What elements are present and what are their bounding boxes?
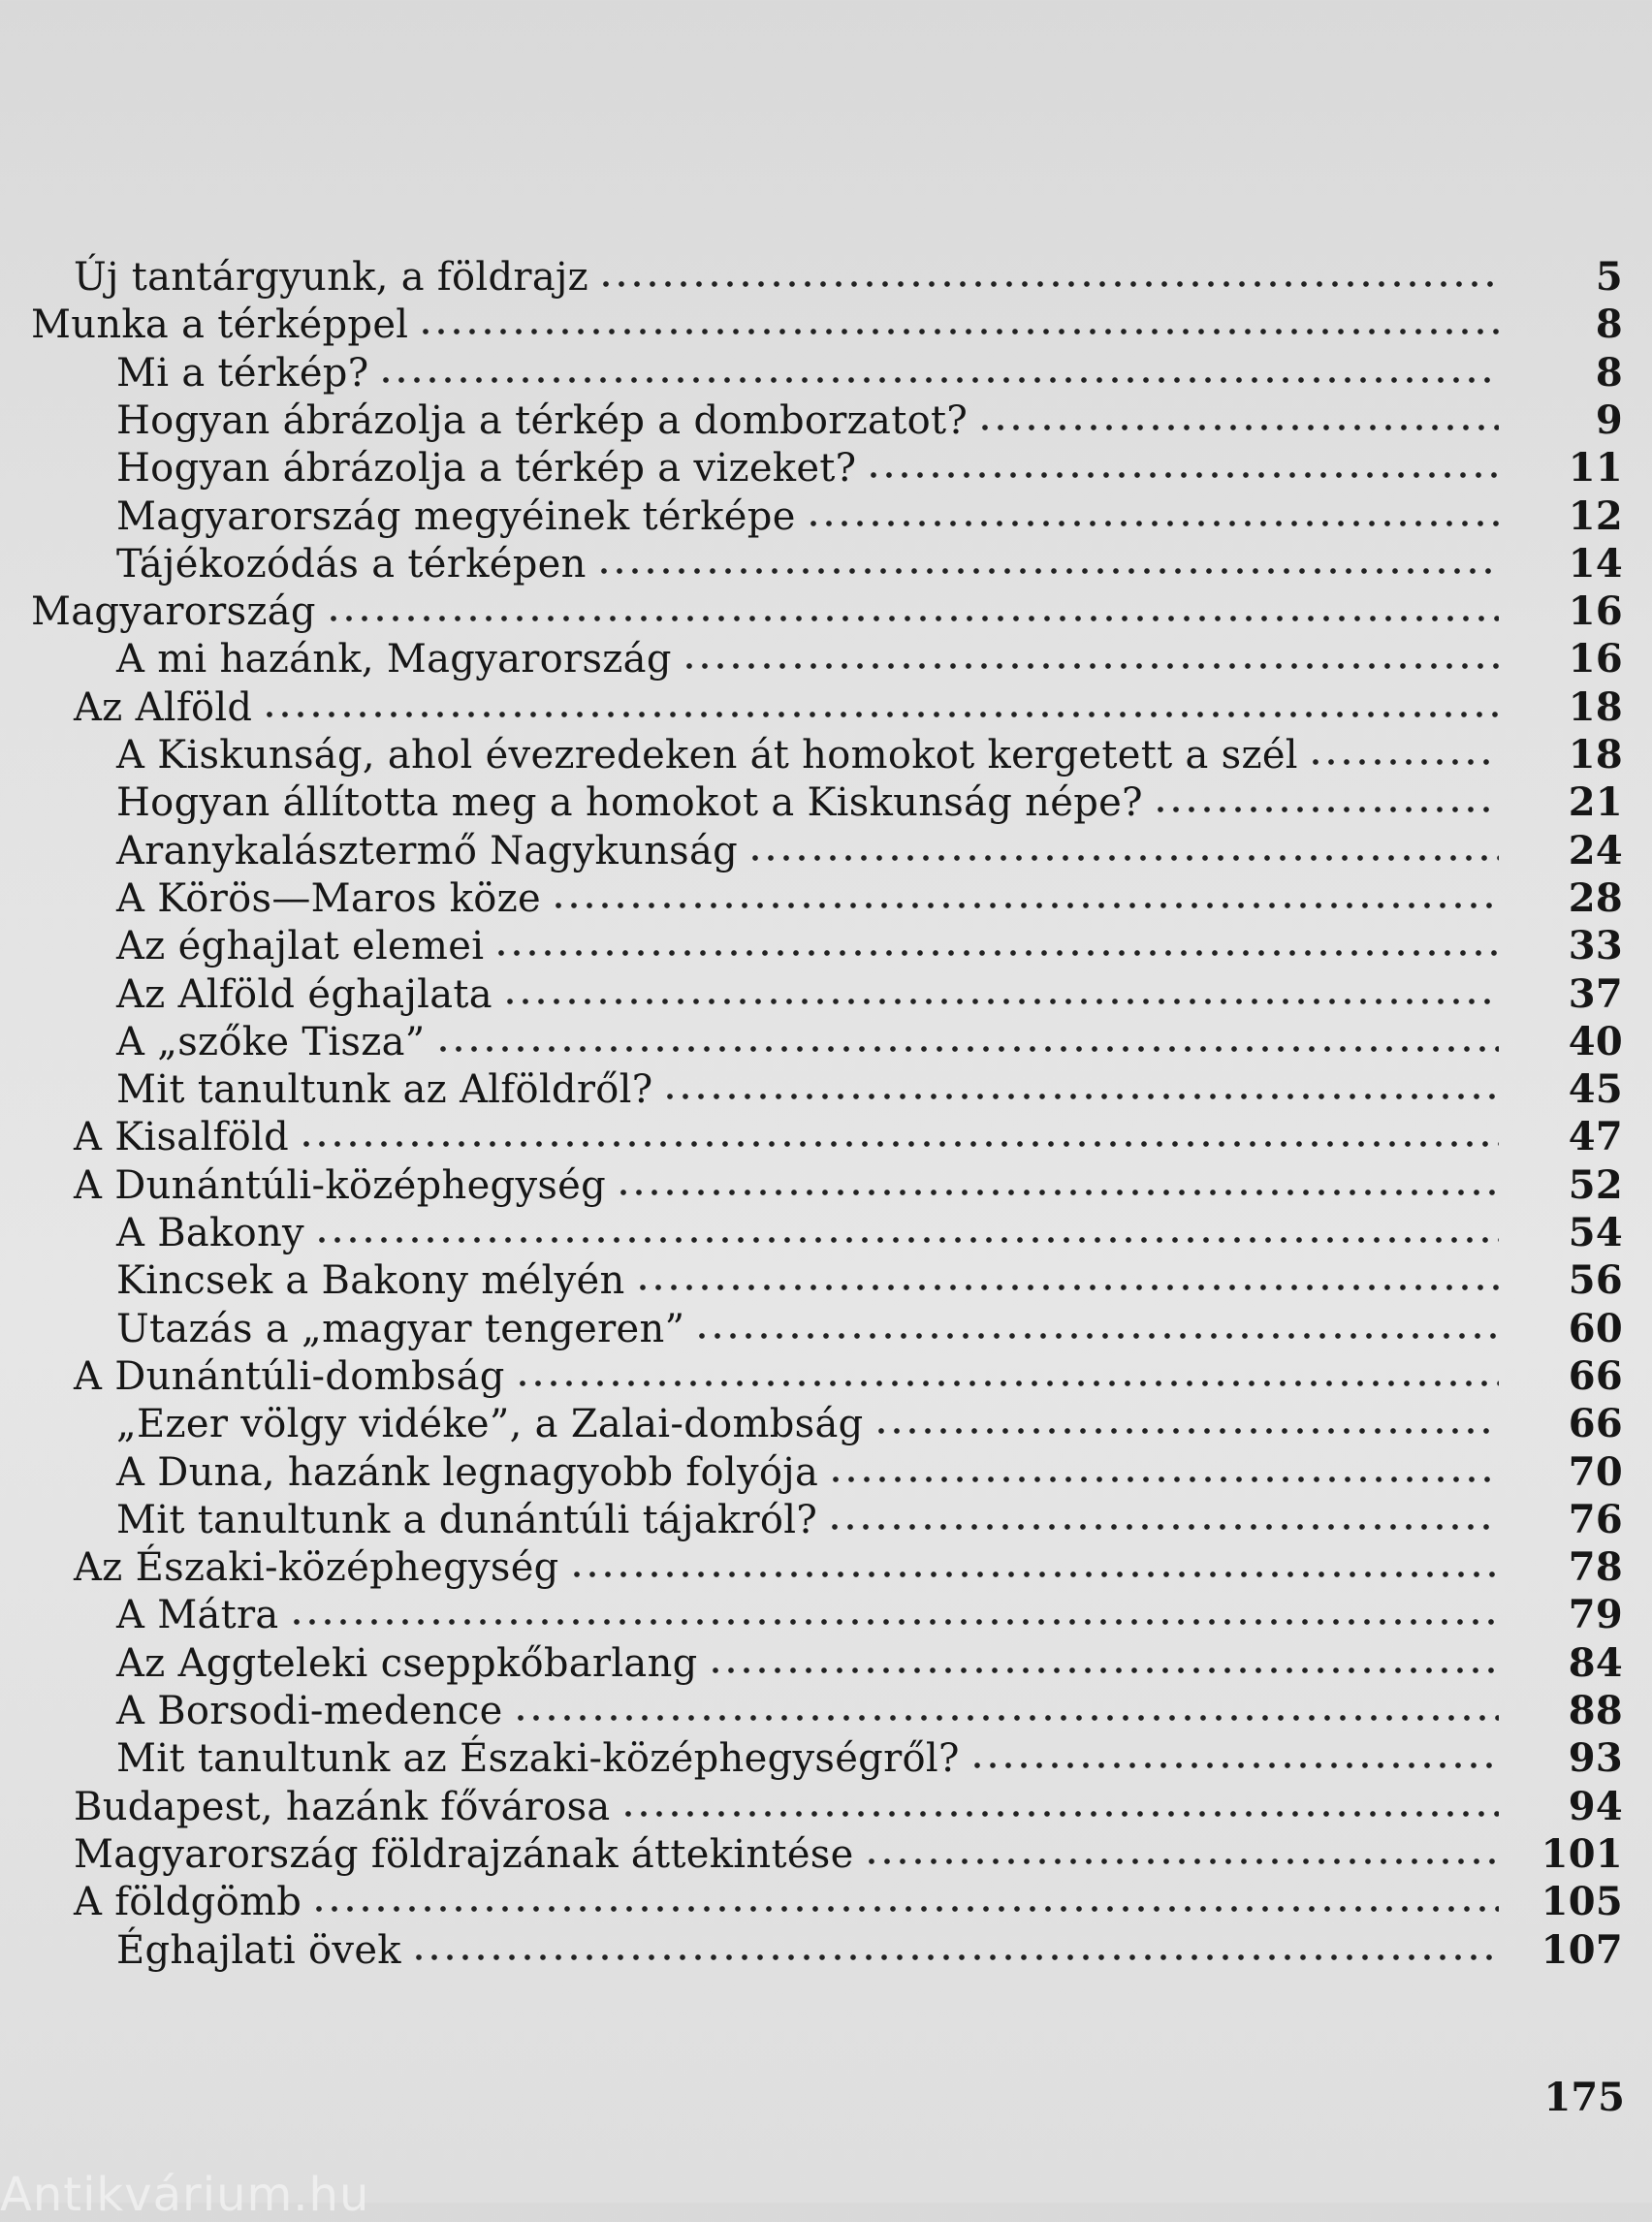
toc-entry-page: 54 (1568, 1210, 1623, 1255)
toc-entry-page: 9 (1595, 397, 1623, 443)
toc-entry-title: Mi a térkép? (116, 351, 369, 396)
toc-entry-title: A földgömb (74, 1880, 302, 1924)
toc-entry (116, 1306, 1623, 1352)
toc-entry (116, 1497, 1623, 1543)
toc-entry (116, 1927, 1623, 1974)
toc-entry (116, 445, 1623, 492)
toc-dot-leader (662, 1092, 1499, 1101)
toc-entry-page: 78 (1568, 1544, 1623, 1590)
toc-entry-title: Budapest, hazánk fővárosa (74, 1785, 611, 1829)
toc-entry-page: 24 (1568, 828, 1623, 873)
toc-entry (116, 1449, 1623, 1496)
toc-entry-page: 107 (1541, 1927, 1623, 1973)
toc-entry-page: 12 (1568, 493, 1623, 539)
toc-entry (74, 684, 1623, 731)
toc-entry-title: A Borsodi-medence (116, 1689, 503, 1733)
toc-entry-title: Hogyan ábrázolja a térkép a domborzatot? (116, 398, 969, 443)
toc-dot-leader (682, 661, 1499, 671)
toc-entry-page: 14 (1568, 541, 1623, 587)
toc-dot-leader (598, 279, 1499, 289)
toc-entry-title: Munka a térképpel (31, 302, 409, 347)
toc-dot-leader (493, 948, 1499, 958)
toc-entry-title: Kincsek a Bakony mélyén (116, 1258, 625, 1303)
toc-entry (116, 1210, 1623, 1256)
toc-entry-page: 52 (1568, 1162, 1623, 1208)
toc-entry-page: 5 (1595, 254, 1623, 300)
toc-dot-leader (513, 1713, 1499, 1723)
toc-dot-leader (620, 1809, 1499, 1819)
toc-entry-page: 37 (1568, 971, 1623, 1017)
toc-entry-title: Az Alföld (74, 685, 253, 730)
toc-entry-title: A Kisalföld (74, 1115, 290, 1159)
toc-dot-leader (635, 1283, 1499, 1292)
toc-entry-page: 11 (1568, 445, 1623, 491)
toc-dot-leader (502, 997, 1499, 1006)
toc-dot-leader (828, 1475, 1499, 1484)
toc-entry (116, 541, 1623, 587)
toc-entry (116, 971, 1623, 1018)
toc-dot-leader (747, 853, 1499, 863)
toc-entry-title: Mit tanultunk az Északi-középhegységről? (116, 1736, 960, 1781)
toc-entry-page: 66 (1568, 1401, 1623, 1446)
toc-dot-leader (874, 1426, 1499, 1436)
toc-entry (116, 923, 1623, 969)
toc-entry-page: 16 (1568, 588, 1623, 634)
toc-entry (116, 732, 1623, 778)
toc-entry-title: A Kiskunság, ahol évezredeken át homokot kergetett a szél (116, 733, 1298, 778)
toc-entry-page: 8 (1595, 350, 1623, 396)
toc-entry (74, 1544, 1623, 1591)
toc-entry (116, 493, 1623, 540)
toc-entry-title: Aranykalásztermő Nagykunság (116, 829, 739, 873)
toc-dot-leader (515, 1379, 1499, 1388)
toc-entry (116, 1066, 1623, 1113)
toc-dot-leader (262, 710, 1499, 719)
toc-entry (116, 779, 1623, 826)
toc-entry-title: Hogyan ábrázolja a térkép a vizeket? (116, 446, 857, 491)
toc-entry-page: 79 (1568, 1592, 1623, 1637)
toc-entry-page: 84 (1568, 1640, 1623, 1686)
toc-entry-title: Magyarország (31, 589, 316, 634)
toc-entry-title: Magyarország megyéinek térképe (116, 494, 796, 539)
toc-entry-title: Mit tanultunk az Alföldről? (116, 1067, 653, 1112)
toc-entry-page: 47 (1568, 1114, 1623, 1159)
toc-dot-leader (551, 901, 1499, 910)
toc-entry (116, 828, 1623, 874)
toc-entry (116, 1640, 1623, 1687)
toc-entry (116, 1019, 1623, 1065)
toc-entry-title: A „szőke Tisza” (116, 1020, 426, 1064)
toc-entry-page: 33 (1568, 923, 1623, 968)
toc-entry-title: A Dunántúli-dombság (74, 1354, 505, 1399)
toc-entry (74, 1831, 1623, 1878)
toc-entry (74, 1162, 1623, 1209)
toc-dot-leader (435, 1044, 1499, 1054)
toc-entry-title: Éghajlati övek (116, 1928, 401, 1973)
toc-entry-title: A Duna, hazánk legnagyobb folyója (116, 1450, 819, 1495)
toc-entry (74, 1784, 1623, 1830)
toc-dot-leader (866, 470, 1499, 480)
toc-entry-page: 28 (1568, 875, 1623, 921)
toc-entry-page: 40 (1568, 1019, 1623, 1064)
toc-entry (116, 1401, 1623, 1447)
toc-dot-leader (827, 1522, 1499, 1532)
toc-entry-page: 18 (1568, 732, 1623, 778)
toc-dot-leader (299, 1139, 1499, 1149)
toc-entry (31, 302, 1623, 348)
toc-dot-leader (708, 1666, 1499, 1675)
toc-entry (116, 350, 1623, 397)
toc-entry-page: 45 (1568, 1066, 1623, 1112)
toc-entry (116, 1688, 1623, 1734)
toc-dot-leader (694, 1331, 1499, 1341)
toc-entry-page: 66 (1568, 1353, 1623, 1399)
toc-entry-title: „Ezer völgy vidéke”, a Zalai-dombság (116, 1402, 864, 1446)
toc-entry-page: 93 (1568, 1735, 1623, 1781)
toc-entry-page: 21 (1568, 779, 1623, 825)
toc-entry-title: A Körös—Maros köze (116, 876, 541, 921)
toc-entry (116, 1735, 1623, 1782)
toc-entry-title: Az éghajlat elemei (116, 924, 485, 968)
toc-entry-page: 70 (1568, 1449, 1623, 1495)
toc-dot-leader (411, 1952, 1499, 1962)
toc-dot-leader (569, 1570, 1499, 1579)
toc-dot-leader (418, 327, 1499, 336)
toc-entry (116, 397, 1623, 444)
toc-entry-title: Mit tanultunk a dunántúli tájakról? (116, 1498, 818, 1542)
toc-entry (116, 636, 1623, 682)
toc-entry-title: Tájékozódás a térképen (116, 542, 587, 587)
toc-entry (74, 254, 1623, 301)
toc-dot-leader (378, 375, 1499, 385)
toc-entry-page: 101 (1541, 1831, 1623, 1877)
toc-dot-leader (314, 1235, 1499, 1245)
toc-dot-leader (596, 566, 1499, 576)
toc-dot-leader (1153, 805, 1499, 814)
toc-entry (116, 1592, 1623, 1638)
toc-entry-page: 16 (1568, 636, 1623, 682)
toc-entry-page: 105 (1541, 1879, 1623, 1924)
toc-entry-title: Utazás a „magyar tengeren” (116, 1307, 685, 1351)
toc-entry-title: A Bakony (116, 1211, 304, 1255)
toc-entry-title: A mi hazánk, Magyarország (116, 637, 672, 682)
toc-entry-page: 56 (1568, 1257, 1623, 1303)
toc-entry (116, 1257, 1623, 1304)
toc-entry-page: 88 (1568, 1688, 1623, 1733)
toc-entry-title: Hogyan állította meg a homokot a Kiskunság népe? (116, 780, 1143, 825)
toc-entry-title: A Mátra (116, 1593, 279, 1637)
toc-entry-title: Az Északi-középhegység (74, 1545, 559, 1590)
toc-entry (31, 588, 1623, 635)
page-number: 175 (1543, 2075, 1625, 2120)
toc-dot-leader (289, 1617, 1499, 1627)
toc-entry-page: 76 (1568, 1497, 1623, 1542)
toc-entry (74, 1353, 1623, 1400)
toc-entry-title: Az Alföld éghajlata (116, 972, 492, 1017)
toc-dot-leader (1308, 757, 1499, 767)
toc-entry-title: Magyarország földrajzának áttekintése (74, 1832, 854, 1877)
toc-entry (74, 1879, 1623, 1925)
toc-entry-page: 94 (1568, 1784, 1623, 1829)
toc-dot-leader (977, 423, 1499, 432)
toc-dot-leader (326, 614, 1499, 623)
toc-dot-leader (864, 1857, 1499, 1866)
toc-entry (74, 1114, 1623, 1160)
toc-entry-page: 8 (1595, 302, 1623, 347)
watermark-text: Antikvárium.hu (0, 2168, 370, 2222)
toc-dot-leader (969, 1761, 1499, 1770)
toc-dot-leader (616, 1188, 1499, 1197)
toc-entry (116, 875, 1623, 922)
toc-dot-leader (806, 519, 1499, 528)
toc-entry-title: A Dunántúli-középhegység (74, 1163, 607, 1208)
toc-entry-title: Az Aggteleki cseppkőbarlang (116, 1641, 698, 1686)
toc-entry-page: 18 (1568, 684, 1623, 730)
toc-entry-title: Új tantárgyunk, a földrajz (74, 255, 589, 300)
toc-entry-page: 60 (1568, 1306, 1623, 1351)
toc-dot-leader (311, 1904, 1499, 1914)
